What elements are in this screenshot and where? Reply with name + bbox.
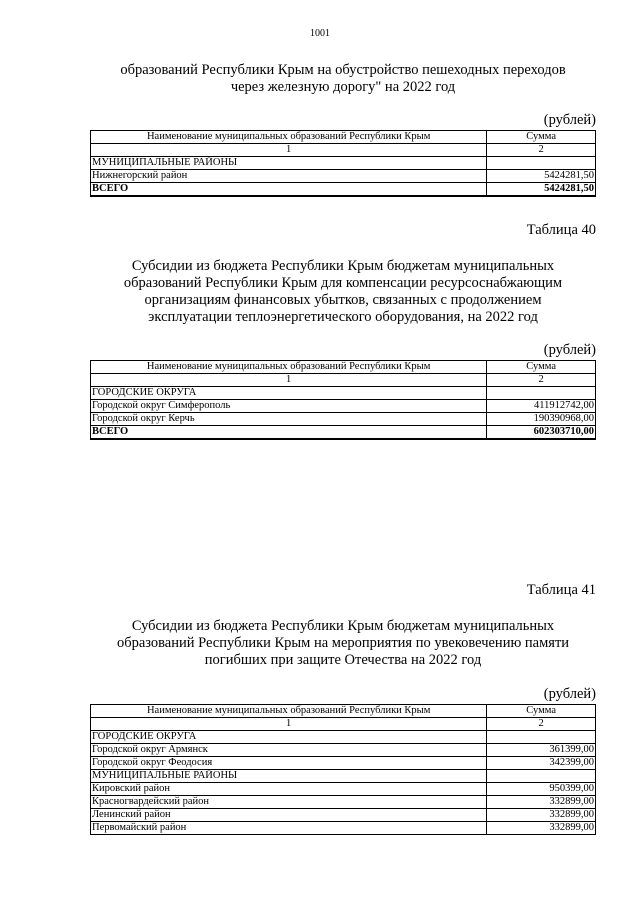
header-name-cell: Наименование муниципальных образований Республики Крым — [91, 705, 487, 718]
row-name: МУНИЦИПАЛЬНЫЕ РАЙОНЫ — [91, 770, 487, 783]
section3-table — [90, 704, 596, 835]
table-row — [91, 783, 596, 796]
section1-title-line: образований Республики Крым на обустройство пешеходных переходов — [120, 62, 566, 78]
row-sum: 950399,00 — [487, 783, 596, 796]
section2-title-line: образований Республики Крым для компенсации ресурсоснабжающим — [123, 275, 563, 291]
row-sum: 5424281,50 — [487, 170, 596, 183]
row-name: Кировский район — [91, 783, 487, 796]
table-row — [91, 809, 596, 822]
table-row — [91, 157, 596, 170]
row-name: Городской округ Керчь — [91, 413, 487, 426]
section3-title-line: погибших при защите Отечества на 2022 год — [204, 652, 482, 668]
table-row — [91, 796, 596, 809]
row-sum: 411912742,00 — [487, 400, 596, 413]
column-number-cell: 1 — [91, 144, 487, 157]
row-name: Нижнегорский район — [91, 170, 487, 183]
column-number-cell: 1 — [91, 718, 487, 731]
row-sum: 332899,00 — [487, 796, 596, 809]
column-number-cell: 2 — [487, 374, 596, 387]
table-41-label: Таблица 41 — [526, 582, 596, 598]
row-name: Красногвардейский район — [91, 796, 487, 809]
section1-title — [90, 62, 596, 96]
total-sum: 5424281,50 — [487, 183, 596, 197]
section2-title-line: организациям финансовых убытков, связанных с продолжением — [144, 292, 542, 308]
row-name: Первомайский район — [91, 822, 487, 835]
header-name-cell: Наименование муниципальных образований Республики Крым — [91, 131, 487, 144]
section3-title-line: образований Республики Крым на мероприятия по увековечению памяти — [116, 635, 570, 651]
table-header-row — [91, 361, 596, 374]
table-row — [91, 822, 596, 835]
table-row — [91, 757, 596, 770]
row-sum: 332899,00 — [487, 822, 596, 835]
row-sum — [487, 157, 596, 170]
total-sum: 602303710,00 — [487, 426, 596, 440]
table-row — [91, 170, 596, 183]
section2-table — [90, 360, 596, 440]
row-sum: 342399,00 — [487, 757, 596, 770]
column-number-cell: 1 — [91, 374, 487, 387]
row-name: Городской округ Армянск — [91, 744, 487, 757]
row-name: Городской округ Симферополь — [91, 400, 487, 413]
total-label: ВСЕГО — [91, 183, 487, 197]
column-number-cell: 2 — [487, 718, 596, 731]
table-header-row — [91, 705, 596, 718]
table-40-label: Таблица 40 — [526, 222, 596, 238]
column-number-row — [91, 718, 596, 731]
column-number-cell: 2 — [487, 144, 596, 157]
header-sum-cell: Сумма — [487, 705, 596, 718]
column-number-row — [91, 374, 596, 387]
row-sum — [487, 387, 596, 400]
column-number-row — [91, 144, 596, 157]
row-name: ГОРОДСКИЕ ОКРУГА — [91, 731, 487, 744]
row-sum: 190390968,00 — [487, 413, 596, 426]
row-sum — [487, 731, 596, 744]
section1-table — [90, 130, 596, 197]
row-name: Городской округ Феодосия — [91, 757, 487, 770]
row-name: МУНИЦИПАЛЬНЫЕ РАЙОНЫ — [91, 157, 487, 170]
table-row — [91, 731, 596, 744]
section3-title — [90, 618, 596, 669]
row-sum: 332899,00 — [487, 809, 596, 822]
section2-title-line: эксплуатации теплоэнергетического оборудования, на 2022 год — [148, 309, 538, 325]
total-label: ВСЕГО — [91, 426, 487, 440]
row-sum — [487, 770, 596, 783]
section2-title-line: Субсидии из бюджета Республики Крым бюджетам муниципальных — [131, 258, 555, 274]
header-name-cell: Наименование муниципальных образований Республики Крым — [91, 361, 487, 374]
section3-units: (рублей) — [543, 686, 596, 702]
page-number: 1001 — [310, 28, 330, 39]
section2-title — [90, 258, 596, 326]
table-row — [91, 770, 596, 783]
total-row — [91, 426, 596, 440]
row-name: ГОРОДСКИЕ ОКРУГА — [91, 387, 487, 400]
header-sum-cell: Сумма — [487, 361, 596, 374]
section2-units: (рублей) — [543, 342, 596, 358]
section3-title-line: Субсидии из бюджета Республики Крым бюджетам муниципальных — [131, 618, 555, 634]
table-row — [91, 744, 596, 757]
table-row — [91, 400, 596, 413]
section1-title-line: через железную дорогу" на 2022 год — [230, 79, 456, 95]
row-sum: 361399,00 — [487, 744, 596, 757]
total-row — [91, 183, 596, 197]
table-header-row — [91, 131, 596, 144]
section1-units: (рублей) — [543, 112, 596, 128]
table-row — [91, 387, 596, 400]
header-sum-cell: Сумма — [487, 131, 596, 144]
table-row — [91, 413, 596, 426]
row-name: Ленинский район — [91, 809, 487, 822]
